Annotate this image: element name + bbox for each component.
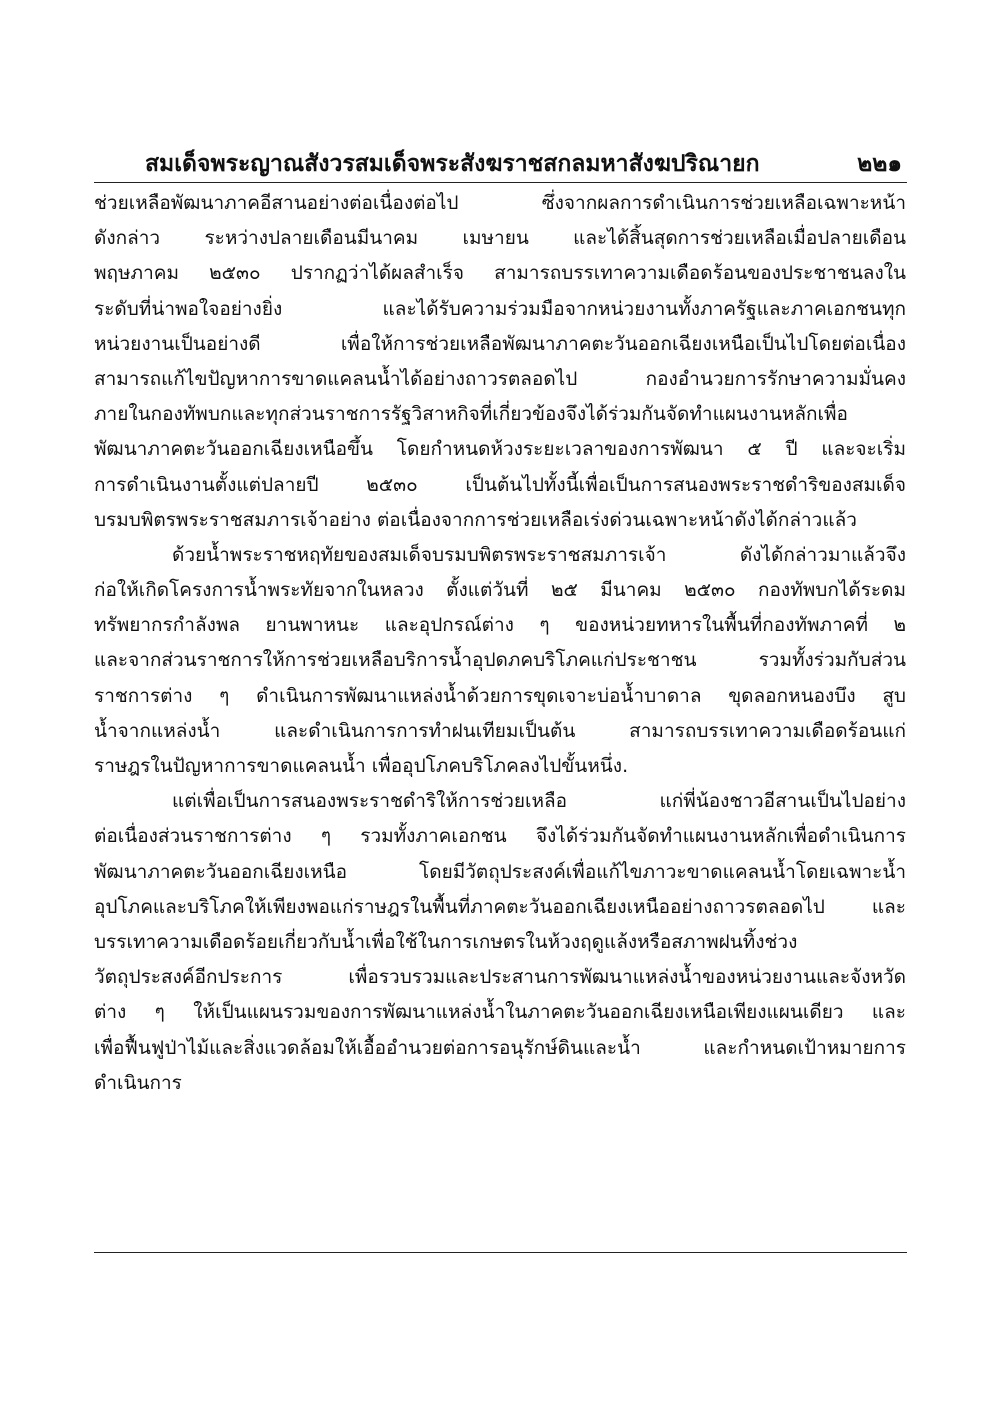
text-line: น้ำจากแหล่งน้ำ และดำเนินการการทำฝนเทียมเป็นต้น สามารถบรรเทาความเดือดร้อนแก่ xyxy=(94,719,906,742)
footer-divider xyxy=(94,1252,907,1253)
running-header-title: สมเด็จพระญาณสังวรสมเด็จพระสังฆราชสกลมหาสังฆปริณายก xyxy=(145,151,760,177)
text-line: ราชการต่าง ๆ ดำเนินการพัฒนาแหล่งน้ำด้วยการขุดเจาะบ่อน้ำบาดาล ขุดลอกหนองบึง สูบ xyxy=(94,684,906,707)
text-line: ต่าง ๆ ให้เป็นแผนรวมของการพัฒนาแหล่งน้ำในภาคตะวันออกเฉียงเหนือเพียงแผนเดียว และ xyxy=(94,1001,906,1024)
text-line: เพื่อฟื้นฟูป่าไม้และสิ่งแวดล้อมให้เอื้ออำนวยต่อการอนุรักษ์ดินและน้ำ และกำหนดเป้าหมายการ xyxy=(94,1036,906,1059)
header-divider xyxy=(94,182,907,183)
text-line: ต่อเนื่องส่วนราชการต่าง ๆ รวมทั้งภาคเอกชน จึงได้ร่วมกันจัดทำแผนงานหลักเพื่อดำเนินการ xyxy=(94,825,906,848)
text-line: บรรเทาความเดือดร้อยเกี่ยวกับน้ำเพื่อใช้ในการเกษตรในห้วงฤดูแล้งหรือสภาพฝนทิ้งช่วง xyxy=(94,930,798,953)
text-line: และจากส่วนราชการให้การช่วยเหลือบริการน้ำอุปดภคบริโภคแก่ประชาชน รวมทั้งร่วมกับส่วน xyxy=(94,649,906,672)
text-line: ดำเนินการ xyxy=(94,1071,182,1094)
page-number: ๒๒๑ xyxy=(857,151,902,177)
text-line: สามารถแก้ไขปัญหาการขาดแคลนน้ำได้อย่างถาวรตลอดไป กองอำนวยการรักษาความมั่นคง xyxy=(94,367,906,390)
text-line: ก่อให้เกิดโครงการน้ำพระทัยจากในหลวง ตั้งแต่วันที่ ๒๕ มีนาคม ๒๕๓๐ กองทัพบกได้ระดม xyxy=(94,579,906,602)
paragraph-first-line: ด้วยน้ำพระราชหฤทัยของสมเด็จบรมบพิตรพระราชสมภารเจ้า ดังได้กล่าวมาแล้วจึง xyxy=(172,543,906,566)
text-line: ภายในกองทัพบกและทุกส่วนราชการรัฐวิสาหกิจที่เกี่ยวข้องจึงได้ร่วมกันจัดทำแผนงานหลักเพื่อ xyxy=(94,403,848,426)
text-line: ระดับที่น่าพอใจอย่างยิ่ง และได้รับความร่วมมือจากหน่วยงานทั้งภาครัฐและภาคเอกชนทุก xyxy=(94,297,906,320)
text-line: วัตถุประสงค์อีกประการ เพื่อรวบรวมและประสานการพัฒนาแหล่งน้ำของหน่วยงานและจังหวัด xyxy=(94,966,906,989)
text-line: พฤษภาคม ๒๕๓๐ ปรากฏว่าได้ผลสำเร็จ สามารถบรรเทาความเดือดร้อนของประชาชนลงใน xyxy=(94,262,906,285)
text-line: ทรัพยากรกำลังพล ยานพาหนะ และอุปกรณ์ต่าง ๆ ของหน่วยทหารในพื้นที่กองทัพภาคที่ ๒ xyxy=(94,614,906,637)
text-line: บรมบพิตรพระราชสมภารเจ้าอย่าง ต่อเนื่องจากการช่วยเหลือเร่งด่วนเฉพาะหน้าดังได้กล่าวแล้ว xyxy=(94,508,857,531)
text-line: พัฒนาภาคตะวันออกเฉียงเหนือขึ้น โดยกำหนดห้วงระยะเวลาของการพัฒนา ๕ ปี และจะเริ่ม xyxy=(94,438,906,461)
body-text xyxy=(94,186,906,1101)
text-line: การดำเนินงานตั้งแต่ปลายปี ๒๕๓๐ เป็นต้นไปทั้งนี้เพื่อเป็นการสนองพระราชดำริของสมเด็จ xyxy=(94,473,906,496)
text-line: ราษฎรในปัญหาการขาดแคลนน้ำ เพื่ออุปโภคบริโภคลงไปขั้นหนึ่ง. xyxy=(94,755,629,777)
text-line: อุปโภคและบริโภคให้เพียงพอแก่ราษฎรในพื้นที่ภาคตะวันออกเฉียงเหนืออย่างถาวรตลอดไป และ xyxy=(94,895,906,918)
text-line: หน่วยงานเป็นอย่างดี เพื่อให้การช่วยเหลือพัฒนาภาคตะวันออกเฉียงเหนือเป็นไปโดยต่อเนื่อง xyxy=(94,332,906,355)
text-line: ดังกล่าว ระหว่างปลายเดือนมีนาคม เมษายน และได้สิ้นสุดการช่วยเหลือเมื่อปลายเดือน xyxy=(94,227,906,250)
paragraph-first-line: แต่เพื่อเป็นการสนองพระราชดำริให้การช่วยเหลือ แก่พี่น้องชาวอีสานเป็นไปอย่าง xyxy=(172,790,906,813)
text-line: ช่วยเหลือพัฒนาภาคอีสานอย่างต่อเนื่องต่อไป ซึ่งจากผลการดำเนินการช่วยเหลือเฉพาะหน้า xyxy=(94,192,906,214)
text-line: พัฒนาภาคตะวันออกเฉียงเหนือ โดยมีวัตถุประสงค์เพื่อแก้ไขภาวะขาดแคลนน้ำโดยเฉพาะน้ำ xyxy=(94,860,906,883)
